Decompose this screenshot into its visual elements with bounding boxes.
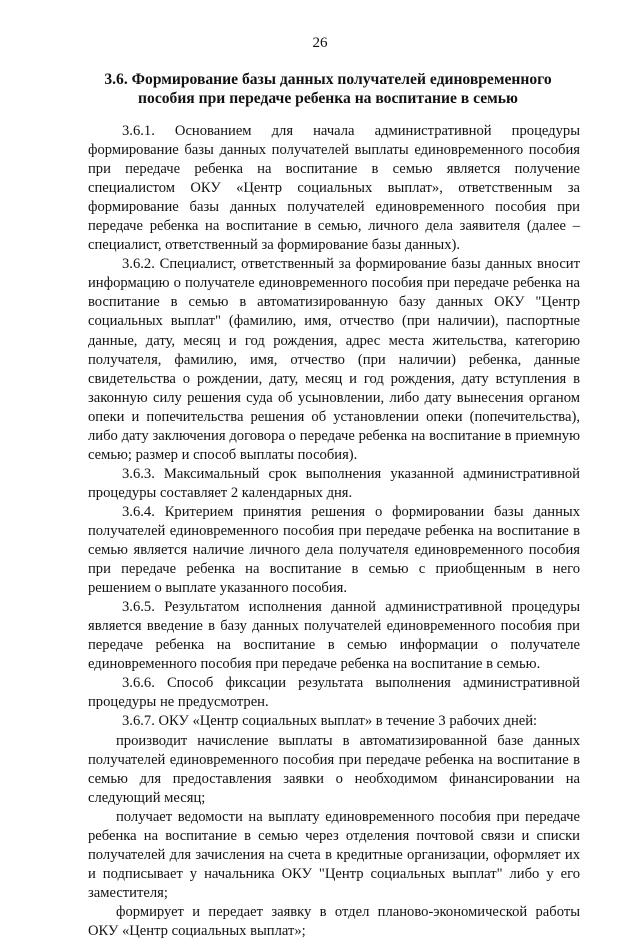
paragraph-3-6-4: 3.6.4. Критерием принятия решения о формировании базы данных получателей единовременного пособия при передаче ребенка на воспитание в семью является наличие личного дела получателя единовременного пособия при передаче ребенка на воспитание в семью с приобщенным в него решением о выплате указанного пособия. [88, 503, 580, 597]
section-heading [88, 70, 568, 108]
paragraph-3-6-5: 3.6.5. Результатом исполнения данной административной процедуры является введение в базу данных получателей единовременного пособия при передаче ребенка на воспитание в семью информации о получателе единовременного пособия при передаче ребенка на воспитание в семью. [88, 599, 580, 673]
section-heading-line-1: 3.6. Формирование базы данных получателей единовременного [104, 71, 552, 88]
subparagraph-accrual: производит начисление выплаты в автоматизированной базе данных получателей единовременного пособия при передаче ребенка на воспитание в семью для предоставления заявки о необходимом финансировании на следующий месяц; [88, 732, 580, 806]
section-heading-line-2: пособия при передаче ребенка на воспитание в семью [138, 90, 518, 107]
subparagraph-statements: получает ведомости на выплату единовременного пособия при передаче ребенка на воспитание в семью через отделения почтовой связи и списки получателей для зачисления на счета в кредитные организации, оформляет их и подписывает у начальника ОКУ "Центр социальных выплат" либо у его заместителя; [88, 808, 580, 901]
paragraph-3-6-7: 3.6.7. ОКУ «Центр социальных выплат» в течение 3 рабочих дней: [122, 713, 538, 730]
paragraph-3-6-6: 3.6.6. Способ фиксации результата выполнения административной процедуры не предусмотрен. [88, 675, 580, 711]
body-text [88, 122, 580, 941]
paragraph-3-6-2: 3.6.2. Специалист, ответственный за формирование базы данных вносит информацию о получателе единовременного пособия при передаче ребенка на воспитание в семью в автоматизированную базу данных ОКУ "Центр социальных выплат" (фамилию, имя, отчество (при наличии), паспортные данные, дату, месяц и год рождения, адрес места жительства, категорию получателя, фамилию, имя, отчество (при наличии) ребенка, данные свидетельства о рождении, дату, месяц и год рождения, дату вступления в законную силу решения суда об усыновлении, либо дату вынесения органом опеки и попечительства решения об установлении опеки (попечительства), либо дату заключения договора о передаче ребенка на воспитание в приемную семью; размер и способ выплаты пособия). [88, 256, 580, 463]
paragraph-3-6-1: 3.6.1. Основанием для начала административной процедуры формирование базы данных получателей выплаты единовременного пособия при передаче ребенка на воспитание в семью является получение специалистом ОКУ «Центр социальных выплат», ответственным за формирование базы данных получателей единовременного пособия при передаче ребенка на воспитание в семью, личного дела заявителя (далее – специалист, ответственный за формирование базы данных). [88, 123, 580, 254]
page-number: 26 [312, 35, 328, 51]
subparagraph-request: формирует и передает заявку в отдел планово-экономической работы ОКУ «Центр социальных выплат»; [88, 903, 580, 939]
paragraph-3-6-3: 3.6.3. Максимальный срок выполнения указанной административной процедуры составляет 2 календарных дня. [88, 465, 580, 501]
